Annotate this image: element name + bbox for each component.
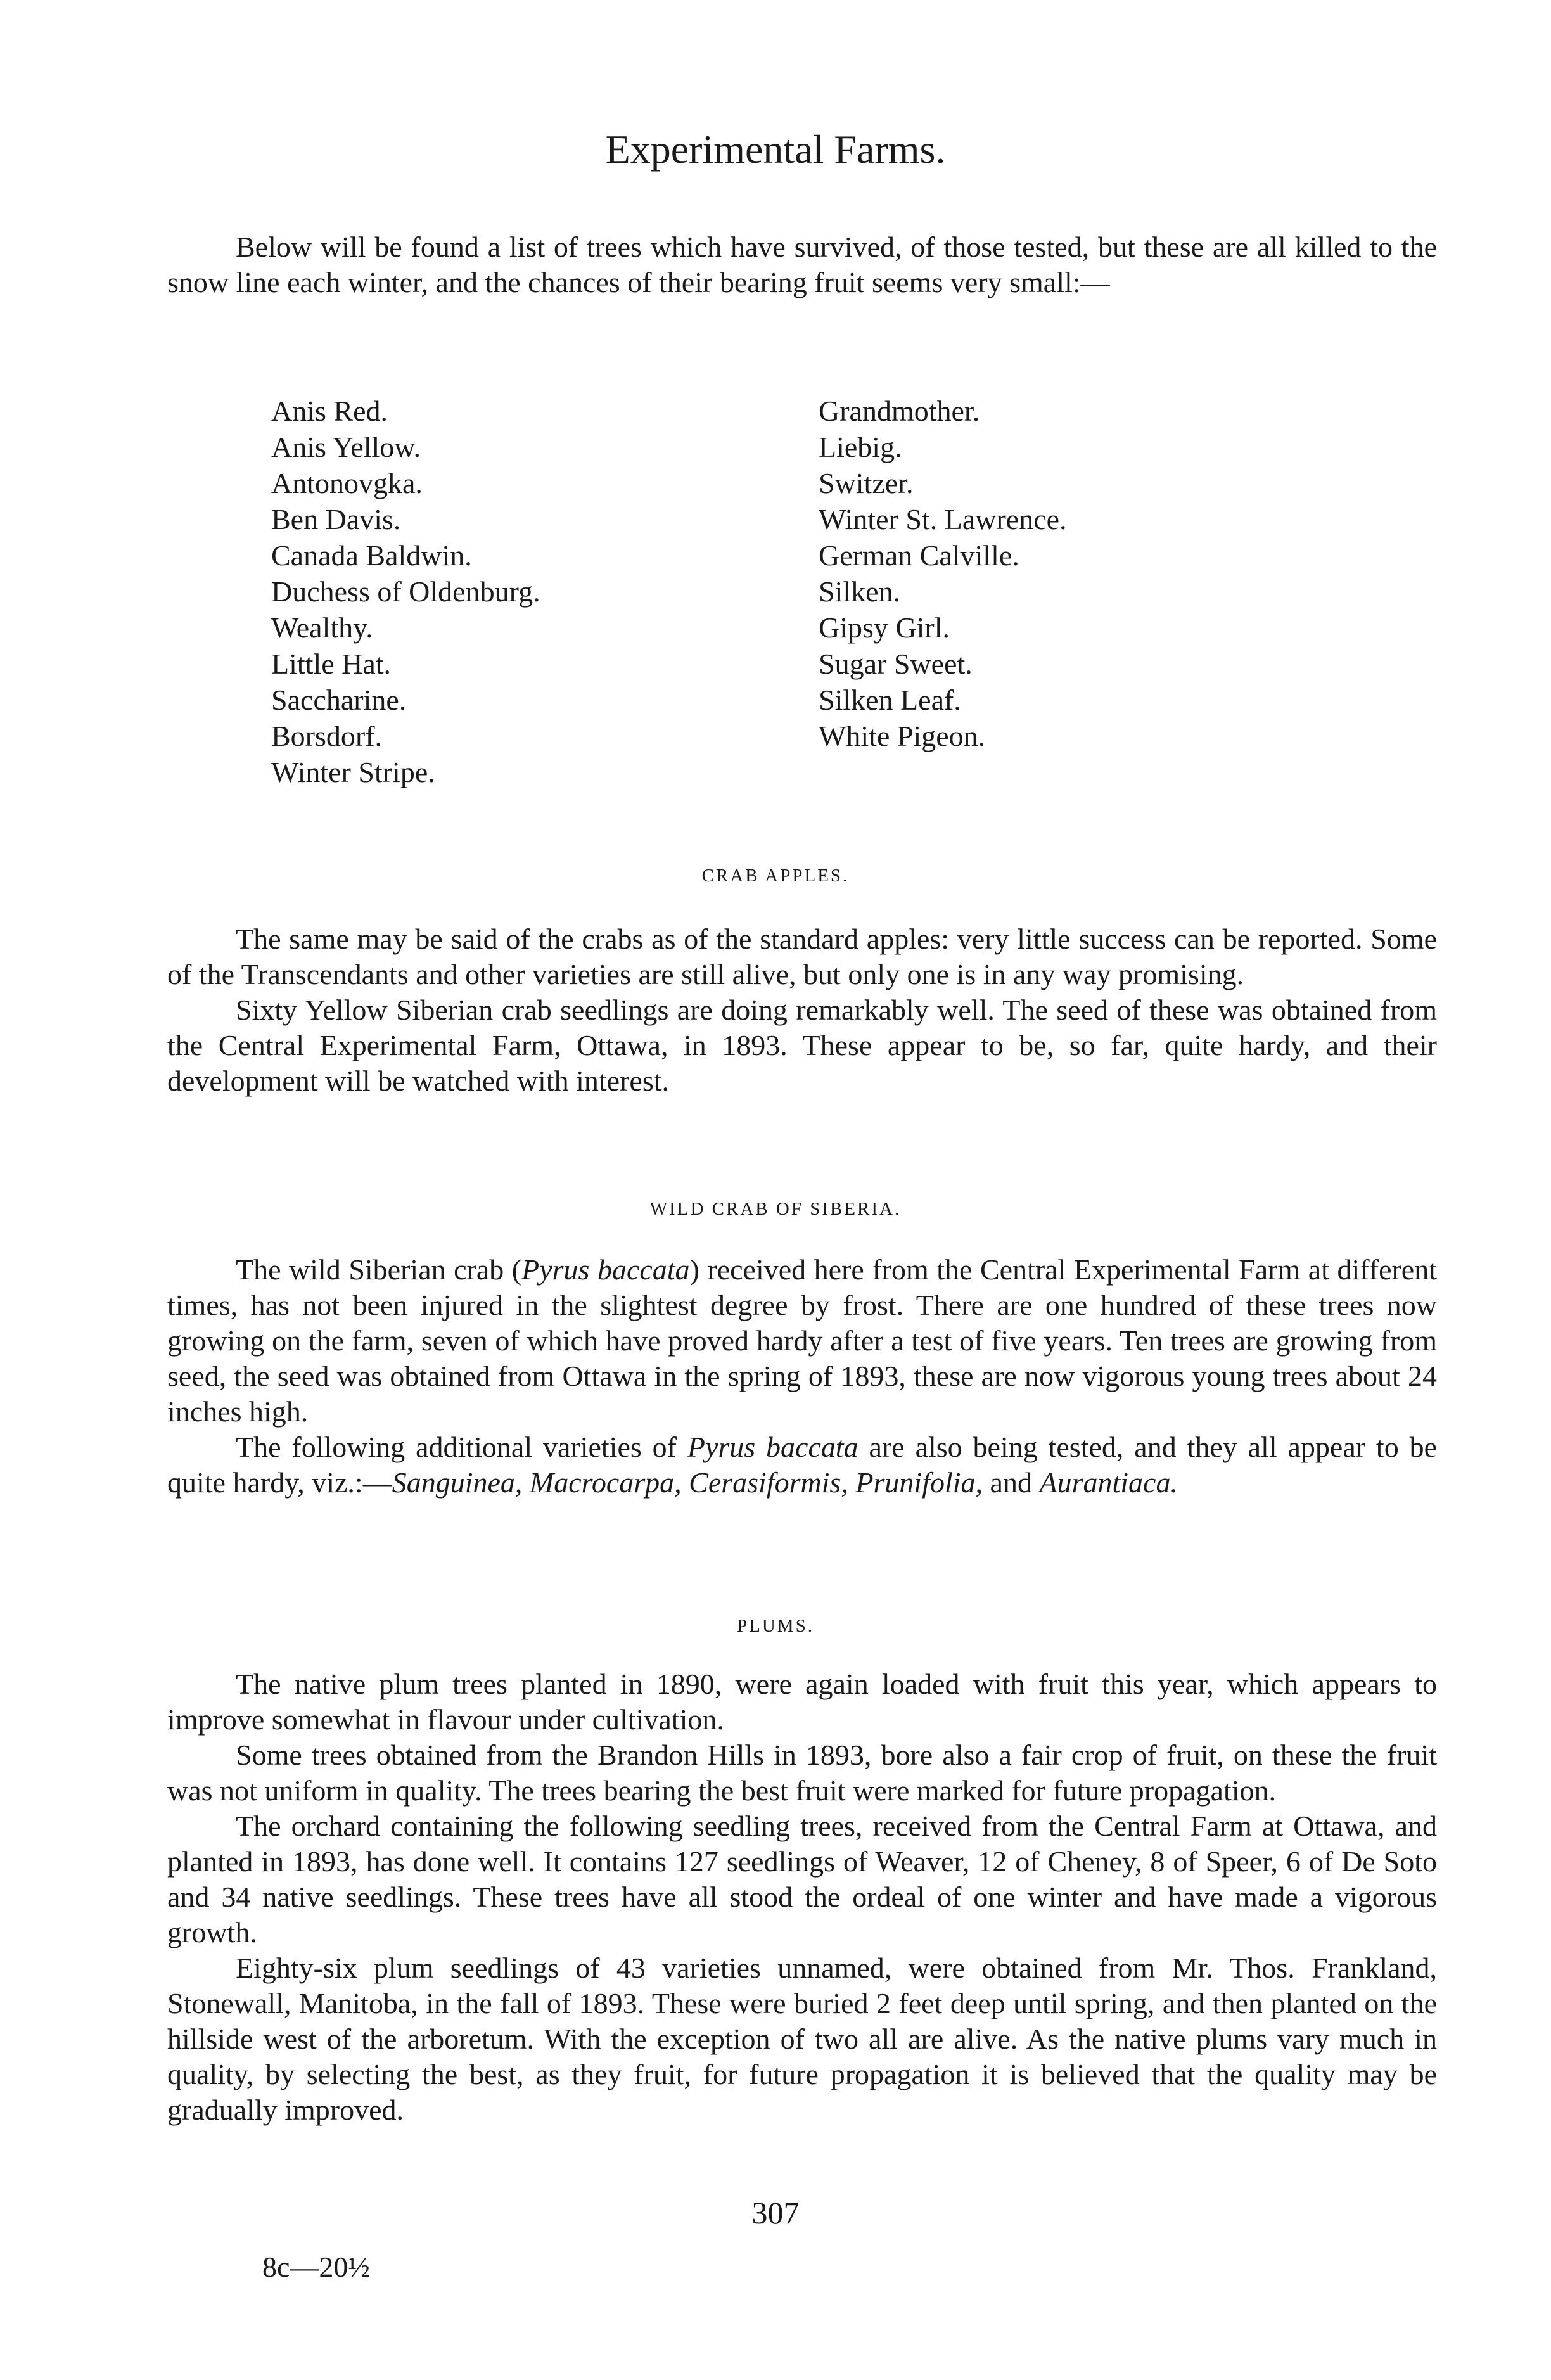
intro-section: [167, 229, 1437, 300]
plums-paragraph-2: Some trees obtained from the Brandon Hills in 1893, bore also a fair crop of fruit, on these the fruit was not uniform in quality. The trees bearing the best fruit were marked for future propagation.: [167, 1739, 1437, 1807]
varieties-list-left: [271, 393, 540, 790]
variety-item: Anis Red.: [271, 395, 388, 427]
variety-item: Switzer.: [819, 467, 914, 499]
wild-crab-p1-text-a: The wild Siberian crab (: [236, 1253, 522, 1286]
wild-crab-p1-text-b: ) received here from the Central Experimental Farm at different times, has not been injured in the slightest degree by frost. There are one hundred of these trees now growing on the farm, seven of which have proved hardy after a test of five years. Ten trees are growing from seed, the seed was obtained from Ottawa in the spring of 1893, these are now vigorous young trees about 24 inches high.: [167, 1253, 1438, 1428]
variety-item: Liebig.: [819, 431, 902, 463]
signature-mark: 8c—20½: [262, 2251, 370, 2283]
wild-crab-p2-text-b: are also being tested, and they all appear to be quite hardy, viz.:—: [167, 1431, 1438, 1499]
variety-item: Sugar Sweet.: [819, 648, 973, 680]
plums-paragraph-1: The native plum trees planted in 1890, were again loaded with fruit this year, which appears to improve somewhat in flavour under cultivation.: [167, 1668, 1437, 1736]
plums-paragraph-3: The orchard containing the following seedling trees, received from the Central Farm at Ottawa, and planted in 1893, has done well. It contains 127 seedlings of Weaver, 12 of Cheney, 8 of Speer, 6 of De Soto and 34 native seedlings. These trees have all stood the ordeal of one winter and have made a vigorous growth.: [167, 1810, 1437, 1948]
variety-item: White Pigeon.: [819, 720, 986, 752]
variety-item: Silken.: [819, 575, 901, 608]
variety-item: Duchess of Oldenburg.: [271, 575, 540, 608]
variety-item: Saccharine.: [271, 684, 407, 716]
variety-item: Anis Yellow.: [271, 431, 421, 463]
varieties-list-right: [819, 393, 1067, 754]
plums-heading: PLUMS.: [737, 1616, 814, 1636]
intro-paragraph: Below will be found a list of trees which have survived, of those tested, but these are all killed to the snow line each winter, and the chances of their bearing fruit seems very small:—: [167, 231, 1437, 298]
wild-crab-section: [167, 1252, 1437, 1500]
variety-item: Wealthy.: [271, 611, 373, 644]
wild-crab-p2-last-variety: Aurantiaca.: [1039, 1466, 1178, 1499]
plums-paragraph-4: Eighty-six plum seedlings of 43 varieties unnamed, were obtained from Mr. Thos. Frankland, Stonewall, Manitoba, in the fall of 1893. These were buried 2 feet deep until spring, and then planted on the hillside west of the arboretum. With the exception of two all are alive. As the native plums vary much in quality, by selecting the best, as they fruit, for future propagation it is believed that the quality may be gradually improved.: [167, 1952, 1437, 2126]
crab-apples-paragraph-1: The same may be said of the crabs as of the standard apples: very little success can be reported. Some of the Transcendants and other varieties are still alive, but only one is in any way promising.: [167, 923, 1437, 990]
page-number: 307: [751, 2195, 800, 2230]
variety-item: Winter St. Lawrence.: [819, 503, 1067, 535]
crab-apples-section: [167, 921, 1437, 1099]
variety-item: Borsdorf.: [271, 720, 383, 752]
wild-crab-heading: WILD CRAB OF SIBERIA.: [649, 1199, 902, 1219]
wild-crab-p2-and: and: [983, 1466, 1040, 1499]
wild-crab-p1-species: Pyrus baccata: [521, 1253, 690, 1286]
variety-item: Gipsy Girl.: [819, 611, 950, 644]
crab-apples-paragraph-2: Sixty Yellow Siberian crab seedlings are doing remarkably well. The seed of these was obtained from the Central Experimental Farm, Ottawa, in 1893. These appear to be, so far, quite hardy, and their development will be watched with interest.: [167, 994, 1437, 1097]
page-title: Experimental Farms.: [605, 127, 946, 172]
variety-item: Little Hat.: [271, 648, 392, 680]
crab-apples-heading: CRAB APPLES.: [701, 866, 850, 886]
variety-item: Ben Davis.: [271, 503, 401, 535]
variety-item: Canada Baldwin.: [271, 539, 472, 572]
variety-item: Winter Stripe.: [271, 756, 435, 788]
wild-crab-paragraph-1: [167, 1252, 1437, 1430]
wild-crab-p2-varieties: Sanguinea, Macrocarpa, Cerasiformis, Prunifolia,: [392, 1466, 983, 1499]
variety-item: Silken Leaf.: [819, 684, 961, 716]
variety-item: Grandmother.: [819, 395, 980, 427]
wild-crab-p2-text-a: The following additional varieties of: [236, 1431, 687, 1463]
wild-crab-paragraph-2: [167, 1430, 1437, 1500]
variety-item: German Calville.: [819, 539, 1019, 572]
plums-section: [167, 1667, 1437, 2128]
wild-crab-p2-species: Pyrus baccata: [687, 1431, 858, 1463]
variety-item: Antonovgka.: [271, 467, 423, 499]
